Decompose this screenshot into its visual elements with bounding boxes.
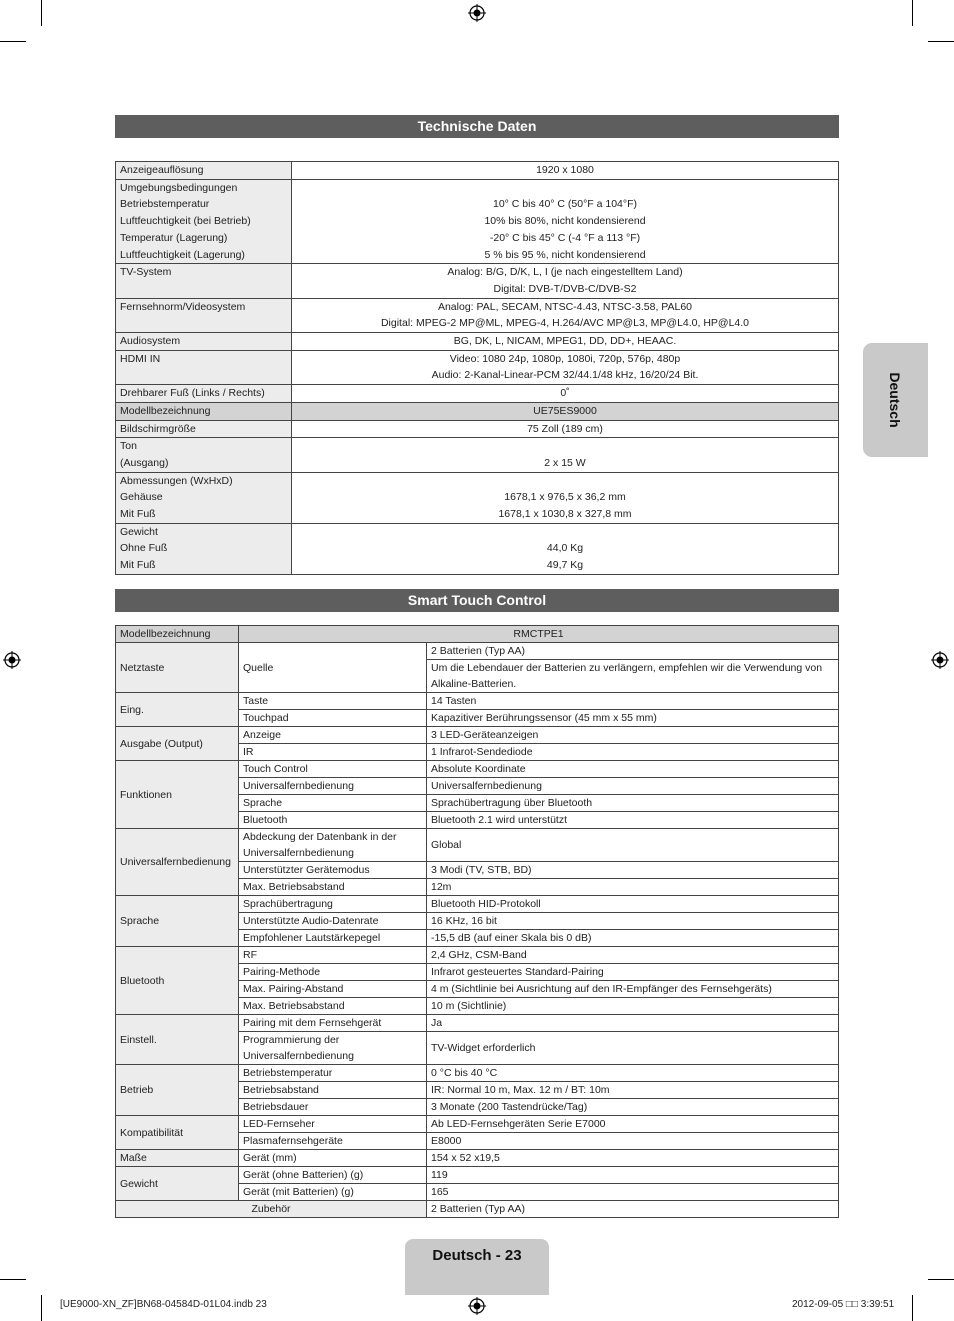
table-row — [116, 1167, 839, 1184]
spec-label-line: Betriebstemperatur — [120, 198, 210, 211]
table-row — [116, 179, 839, 264]
sub-label: Betriebsabstand — [239, 1082, 427, 1099]
sub-label: Programmierung der Universalfernbedienung — [239, 1032, 427, 1065]
registration-mark-icon — [468, 1297, 486, 1315]
sub-label: Abdeckung der Datenbank in der Universalfernbedienung — [239, 829, 427, 862]
spec-label-line: Gehäuse — [120, 491, 163, 504]
spec-label-line: Drehbarer Fuß (Links / Rechts) — [120, 387, 265, 400]
crop-mark — [0, 41, 26, 42]
sub-label: Unterstützter Gerätemodus — [239, 862, 427, 879]
sub-label: LED-Fernseher — [239, 1116, 427, 1133]
spec-value — [292, 333, 839, 351]
model-label: Modellbezeichnung — [116, 626, 239, 643]
spec-label-line: Mit Fuß — [120, 559, 156, 572]
table-row — [116, 1015, 839, 1032]
spec-label — [116, 402, 292, 420]
spec-value — [292, 298, 839, 332]
sub-value: TV-Widget erforderlich — [427, 1032, 839, 1065]
table-row — [116, 1116, 839, 1133]
sub-label: Plasmafernsehgeräte — [239, 1133, 427, 1150]
sub-label: Max. Pairing-Abstand — [239, 981, 427, 998]
sub-label: Betriebsdauer — [239, 1099, 427, 1116]
spacer — [296, 180, 834, 197]
spec-value — [292, 350, 839, 384]
sub-value: Universalfernbedienung — [427, 778, 839, 795]
table-row — [116, 472, 839, 523]
sub-value: Um die Lebendauer der Batterien zu verlängern, empfehlen wir die Verwendung von Alkaline-Batterien. — [427, 660, 839, 693]
sub-value: 3 Monate (200 Tastendrücke/Tag) — [427, 1099, 839, 1116]
sub-label: Gerät (mit Batterien) (g) — [239, 1184, 427, 1201]
spacer — [296, 473, 834, 490]
sub-label: Taste — [239, 693, 427, 710]
spec-value-line: 2 x 15 W — [544, 456, 586, 469]
group-label: Kompatibilität — [116, 1116, 239, 1150]
sub-label: Bluetooth — [239, 812, 427, 829]
sub-label: Touch Control — [239, 761, 427, 778]
spec-value — [292, 385, 839, 403]
group-label: Netztaste — [116, 643, 239, 693]
table-row — [116, 438, 839, 472]
crop-mark — [912, 0, 913, 26]
sub-label: Betriebstemperatur — [239, 1065, 427, 1082]
spec-label — [116, 438, 292, 472]
spec-label-line: Gewicht — [120, 525, 158, 538]
sub-value: 154 x 52 x19,5 — [427, 1150, 839, 1167]
sub-value: 4 m (Sichtlinie bei Ausrichtung auf den IR-Empfänger des Fernsehgeräts) — [427, 981, 839, 998]
table-row — [116, 385, 839, 403]
spec-value-line: Analog: PAL, SECAM, NTSC-4.43, NTSC-3.58, PAL60 — [437, 300, 693, 313]
spec-label-line: Anzeigeauflösung — [120, 164, 204, 176]
sub-label: Pairing-Methode — [239, 964, 427, 981]
spec-label-line: Modellbezeichnung — [120, 404, 211, 417]
spec-label-line: TV-System — [120, 266, 172, 279]
crop-mark — [0, 1279, 26, 1280]
spec-value — [292, 162, 839, 180]
spec-label — [116, 523, 292, 574]
registration-mark-icon — [468, 4, 486, 22]
spec-value-line: Digital: DVB-T/DVB-C/DVB-S2 — [493, 282, 637, 295]
spec-label-line: Bildschirmgröße — [120, 422, 196, 435]
group-label: Universalfernbedienung — [116, 829, 239, 896]
spec-value-line: UE75ES9000 — [533, 404, 597, 417]
spec-value — [292, 402, 839, 420]
spec-value-line: 10° C bis 40° C (50°F a 104°F) — [492, 198, 638, 211]
crop-mark — [912, 1295, 913, 1321]
sub-label: IR — [239, 744, 427, 761]
spec-value-line: 0˚ — [560, 387, 570, 400]
spec-value-line: 10% bis 80%, nicht kondensierend — [484, 215, 646, 228]
group-label: Sprache — [116, 896, 239, 947]
group-label: Bluetooth — [116, 947, 239, 1015]
spec-label-line: Abmessungen (WxHxD) — [120, 474, 233, 487]
spec-value-line: BG, DK, L, NICAM, MPEG1, DD, DD+, HEAAC. — [453, 335, 677, 348]
sub-value: Infrarot gesteuertes Standard-Pairing — [427, 964, 839, 981]
spec-label — [116, 298, 292, 332]
spec-value-line: 49,7 Kg — [546, 559, 584, 572]
spec-value-line: -20° C bis 45° C (-4 °F a 113 °F) — [489, 231, 641, 244]
group-label: Funktionen — [116, 761, 239, 829]
sub-value: 10 m (Sichtlinie) — [427, 998, 839, 1015]
sub-label: Sprachübertragung — [239, 896, 427, 913]
spec-label-line: HDMI IN — [120, 352, 161, 365]
spec-label — [116, 333, 292, 351]
group-label: Einstell. — [116, 1015, 239, 1065]
sub-label: Gerät (ohne Batterien) (g) — [239, 1167, 427, 1184]
group-label: Betrieb — [116, 1065, 239, 1116]
spec-label-line: Mit Fuß — [120, 508, 156, 521]
sub-label: Touchpad — [239, 710, 427, 727]
spec-label-line: Luftfeuchtigkeit (bei Betrieb) — [120, 215, 251, 228]
sub-label: Universalfernbedienung — [239, 778, 427, 795]
table-row — [116, 896, 839, 913]
spec-value-line: Analog: B/G, D/K, L, I (je nach eingestelltem Land) — [447, 266, 683, 279]
group-label: Maße — [116, 1150, 239, 1167]
crop-mark — [41, 1295, 42, 1321]
sub-label: Max. Betriebsabstand — [239, 879, 427, 896]
spec-label — [116, 420, 292, 438]
spec-label — [116, 472, 292, 523]
sub-label: RF — [239, 947, 427, 964]
section-header-smart-touch-control: Smart Touch Control — [115, 589, 839, 612]
table-row — [116, 1201, 839, 1218]
page-number-tab: Deutsch - 23 — [405, 1239, 549, 1295]
side-tab-label: Deutsch — [887, 372, 903, 428]
sub-label: Empfohlener Lautstärkepegel — [239, 930, 427, 947]
sub-value: 2 Batterien (Typ AA) — [427, 643, 839, 660]
crop-mark — [928, 1279, 954, 1280]
table-row — [116, 947, 839, 964]
spec-value — [292, 438, 839, 472]
spec-value-line: 5 % bis 95 %, nicht kondensierend — [484, 248, 646, 261]
sub-label: Anzeige — [239, 727, 427, 744]
spec-value — [292, 472, 839, 523]
sub-value: Kapazitiver Berührungssensor (45 mm x 55 mm) — [427, 710, 839, 727]
table-row — [116, 626, 839, 643]
spec-value — [292, 420, 839, 438]
table-row — [116, 523, 839, 574]
spec-value-line: 1678,1 x 976,5 x 36,2 mm — [504, 491, 626, 504]
sub-value: Bluetooth 2.1 wird unterstützt — [427, 812, 839, 829]
spec-label-line: Ton — [120, 440, 137, 453]
spec-value-line: 1678,1 x 1030,8 x 327,8 mm — [498, 508, 632, 521]
sub-value: Global — [427, 829, 839, 862]
spec-label — [116, 179, 292, 264]
registration-mark-icon — [931, 651, 949, 669]
sub-value: Sprachübertragung über Bluetooth — [427, 795, 839, 812]
table-row — [116, 420, 839, 438]
spec-label-line: Luftfeuchtigkeit (Lagerung) — [120, 248, 245, 261]
spec-table — [115, 161, 839, 575]
table-row — [116, 298, 839, 332]
table-row — [116, 162, 839, 180]
accessory-value: 2 Batterien (Typ AA) — [427, 1201, 839, 1218]
spacer — [296, 438, 834, 455]
spec-label-line: Temperatur (Lagerung) — [120, 231, 228, 244]
spec-label-line: Fernsehnorm/Videosystem — [120, 300, 246, 313]
sub-label: Unterstützte Audio-Datenrate — [239, 913, 427, 930]
group-label: Ausgabe (Output) — [116, 727, 239, 761]
model-value: RMCTPE1 — [239, 626, 839, 643]
footer-right: 2012-09-05 □□ 3:39:51 — [792, 1299, 895, 1310]
spec-label — [116, 350, 292, 384]
spacer — [296, 524, 834, 541]
sub-value: 16 KHz, 16 bit — [427, 913, 839, 930]
sub-label: Max. Betriebsabstand — [239, 998, 427, 1015]
sub-value: 165 — [427, 1184, 839, 1201]
sub-value: Ab LED-Fernsehgeräten Serie E7000 — [427, 1116, 839, 1133]
table-row — [116, 264, 839, 298]
sub-label: Sprache — [239, 795, 427, 812]
table-row — [116, 402, 839, 420]
sub-label: Pairing mit dem Fernsehgerät — [239, 1015, 427, 1032]
spec-value-line: Digital: MPEG-2 MP@ML, MPEG-4, H.264/AVC MP@L3, MP@L4.0, HP@L4.0 — [380, 317, 750, 330]
accessory-label: Zubehör — [116, 1201, 427, 1218]
language-side-tab — [863, 343, 928, 457]
sub-label: Gerät (mm) — [239, 1150, 427, 1167]
table-row — [116, 333, 839, 351]
spec-value-line: 44,0 Kg — [546, 542, 584, 555]
table-row — [116, 1065, 839, 1082]
crop-mark — [928, 41, 954, 42]
spec-value-line: Video: 1080 24p, 1080p, 1080i, 720p, 576p, 480p — [449, 352, 681, 365]
section-header-technische-daten: Technische Daten — [115, 115, 839, 138]
sub-value: 12m — [427, 879, 839, 896]
table-row — [116, 350, 839, 384]
registration-mark-icon — [3, 651, 21, 669]
sub-value: 3 LED-Geräteanzeigen — [427, 727, 839, 744]
table-row — [116, 727, 839, 744]
sub-value: Ja — [427, 1015, 839, 1032]
sub-value: 1 Infrarot-Sendediode — [427, 744, 839, 761]
sub-value: E8000 — [427, 1133, 839, 1150]
table-row — [116, 643, 839, 660]
spec-label-line: Ohne Fuß — [120, 542, 168, 555]
spec-value-line: Audio: 2-Kanal-Linear-PCM 32/44.1/48 kHz, 16/20/24 Bit. — [431, 369, 699, 382]
spec-label — [116, 264, 292, 298]
spec-value — [292, 264, 839, 298]
smart-touch-control-table — [115, 625, 839, 1218]
sub-value: 0 °C bis 40 °C — [427, 1065, 839, 1082]
sub-value: 14 Tasten — [427, 693, 839, 710]
sub-value: 2,4 GHz, CSM-Band — [427, 947, 839, 964]
spec-value-line: 1920 x 1080 — [536, 164, 594, 176]
spec-label — [116, 162, 292, 180]
sub-value: -15,5 dB (auf einer Skala bis 0 dB) — [427, 930, 839, 947]
sub-value: Absolute Koordinate — [427, 761, 839, 778]
spec-value — [292, 523, 839, 574]
spec-label-line: Umgebungsbedingungen — [120, 181, 238, 194]
spec-label-line: (Ausgang) — [120, 456, 169, 469]
sub-label: Quelle — [239, 643, 427, 693]
group-label: Gewicht — [116, 1167, 239, 1201]
spec-label — [116, 385, 292, 403]
spec-value-line: 75 Zoll (189 cm) — [527, 422, 603, 435]
sub-value: Bluetooth HID-Protokoll — [427, 896, 839, 913]
crop-mark — [41, 0, 42, 26]
spec-label-line: Audiosystem — [120, 335, 181, 348]
sub-value: IR: Normal 10 m, Max. 12 m / BT: 10m — [427, 1082, 839, 1099]
footer-left: [UE9000-XN_ZF]BN68-04584D-01L04.indb 23 — [60, 1299, 267, 1310]
sub-value: 119 — [427, 1167, 839, 1184]
group-label: Eing. — [116, 693, 239, 727]
table-row — [116, 1150, 839, 1167]
spec-value — [292, 179, 839, 264]
table-row — [116, 693, 839, 710]
table-row — [116, 829, 839, 862]
table-row — [116, 761, 839, 778]
sub-value: 3 Modi (TV, STB, BD) — [427, 862, 839, 879]
